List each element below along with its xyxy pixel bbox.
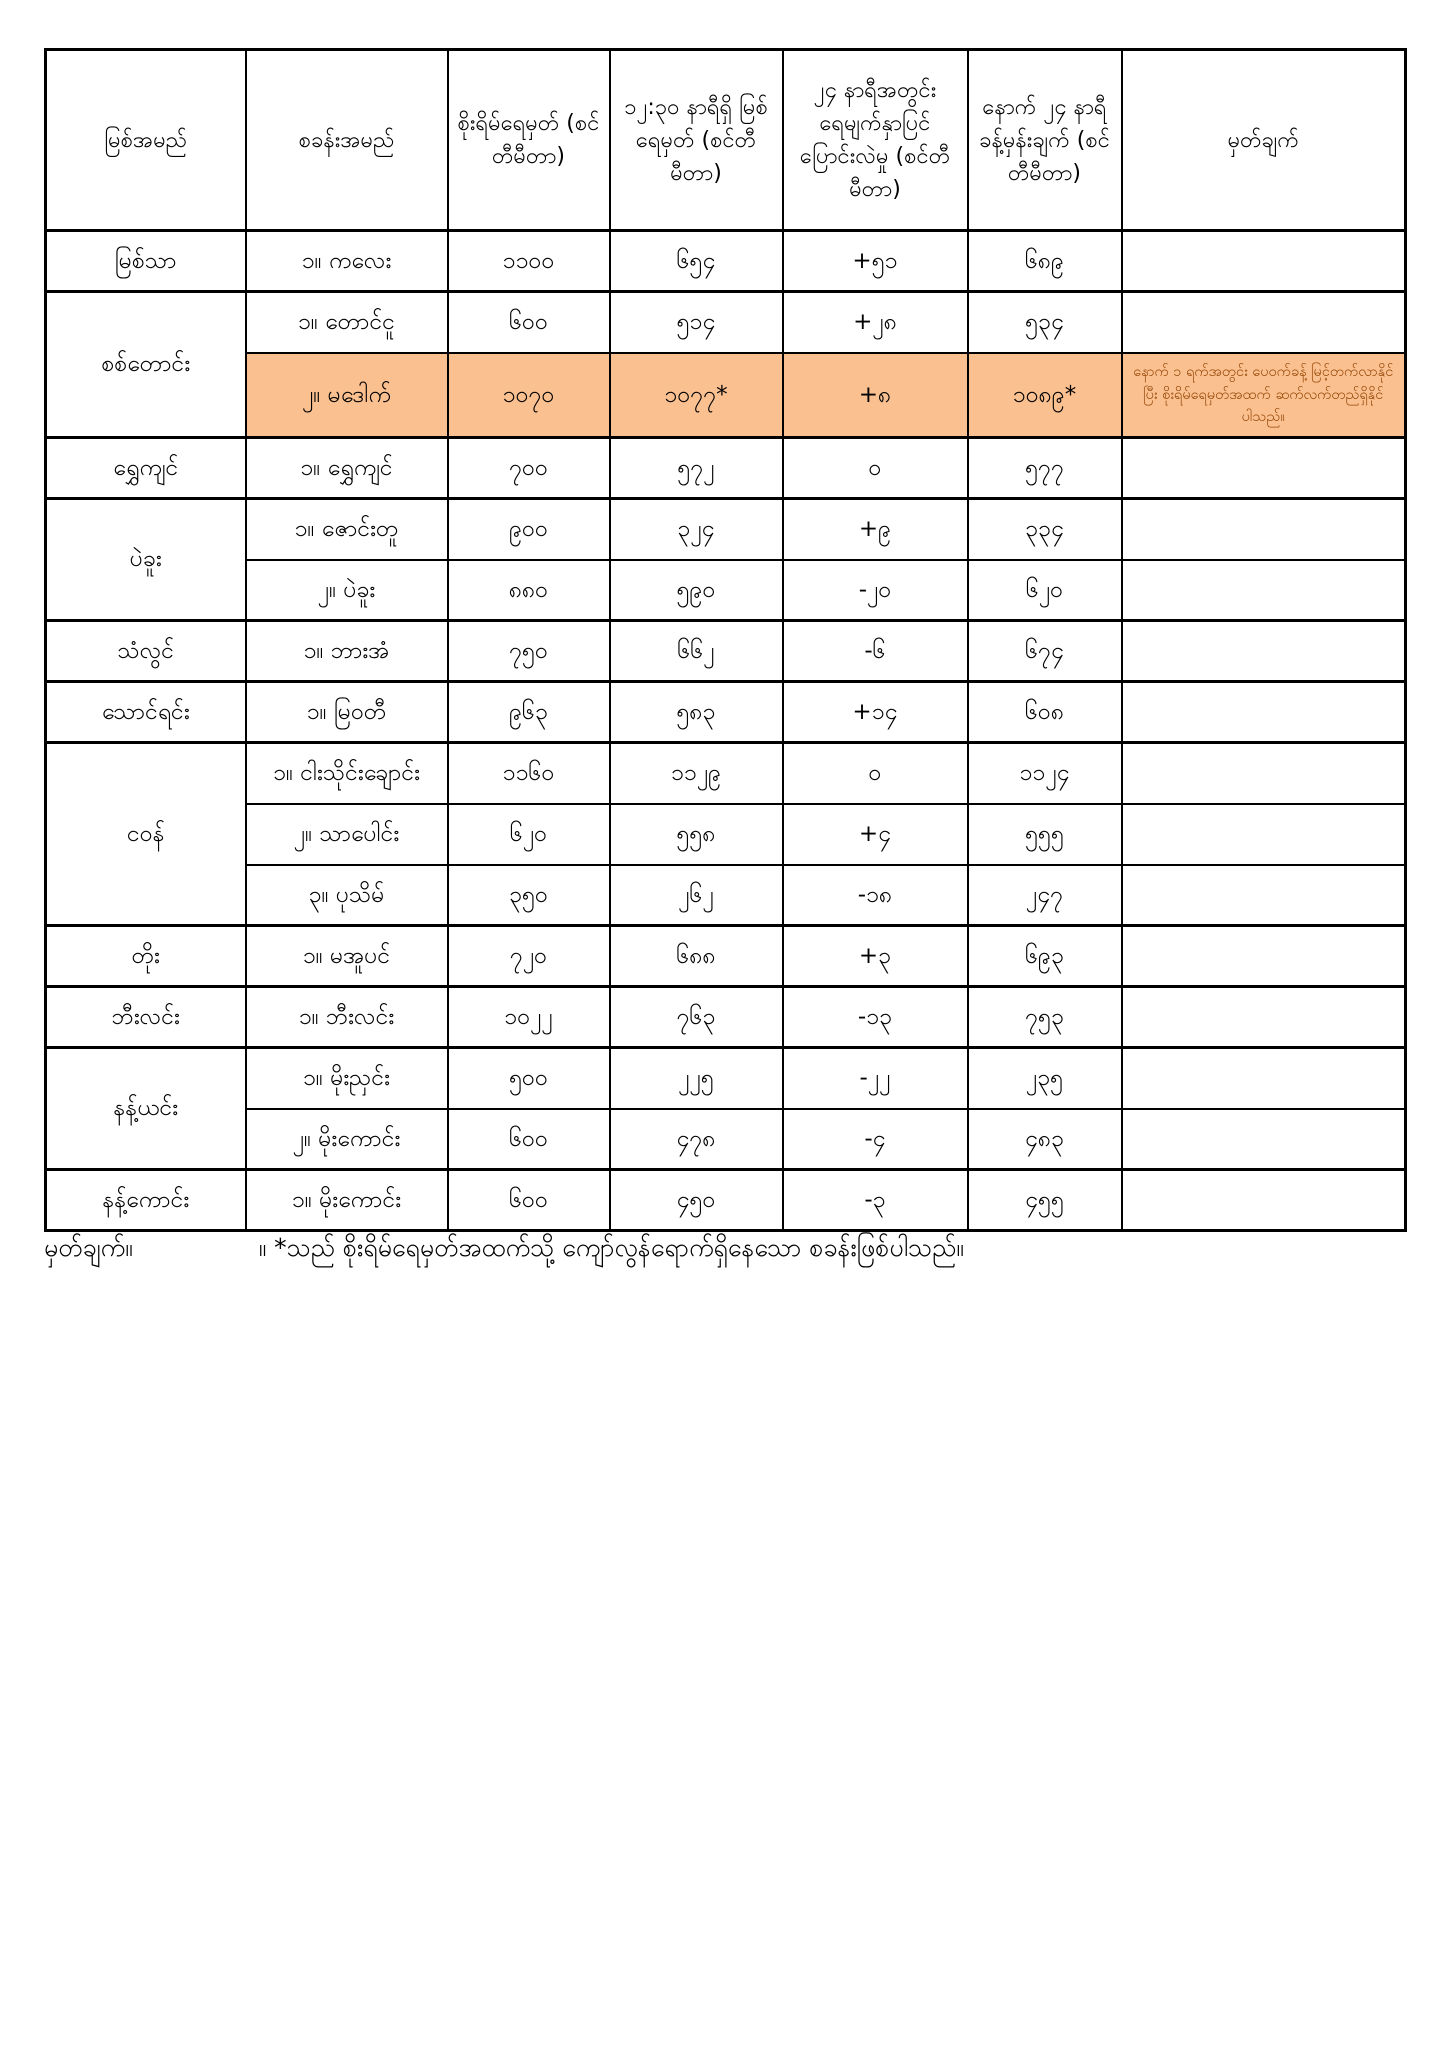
footnote-label: မှတ်ချက်။	[44, 1233, 133, 1262]
river-name-cell: ဘီးလင်း	[46, 987, 246, 1048]
remark-cell	[1122, 1048, 1406, 1109]
remark-cell	[1122, 682, 1406, 743]
table-row	[46, 804, 1406, 865]
station-cell: ၂။ မိုးကောင်း	[246, 1109, 448, 1170]
water-level-cell: ၆၈၈	[610, 926, 783, 987]
remark-cell	[1122, 621, 1406, 682]
water-level-table-wrap	[44, 48, 1407, 1232]
river-name-cell: တိုး	[46, 926, 246, 987]
remark-cell	[1122, 438, 1406, 499]
change-24h-cell: +၂၈	[783, 292, 968, 353]
table-row	[46, 682, 1406, 743]
forecast-24h-cell: ၆၂၀	[968, 560, 1122, 621]
danger-level-cell: ၆၂၀	[448, 804, 610, 865]
station-cell: ၁။ ကလေး	[246, 231, 448, 292]
danger-level-cell: ၉၆၃	[448, 682, 610, 743]
river-name-cell: သောင်ရင်း	[46, 682, 246, 743]
danger-level-cell: ၉၀၀	[448, 499, 610, 560]
station-cell: ၁။ မအူပင်	[246, 926, 448, 987]
change-24h-cell: -၁၃	[783, 987, 968, 1048]
water-level-cell: ၅၈၃	[610, 682, 783, 743]
change-24h-cell: -၁၈	[783, 865, 968, 926]
table-row	[46, 438, 1406, 499]
change-24h-cell: -၄	[783, 1109, 968, 1170]
station-cell: ၁။ ဘီးလင်း	[246, 987, 448, 1048]
column-header-danger: စိုးရိမ်ရေမှတ် (စင်တီမီတာ)	[448, 50, 610, 231]
river-name-cell: စစ်တောင်း	[46, 292, 246, 438]
water-level-cell: ၂၂၅	[610, 1048, 783, 1109]
water-level-cell: ၅၇၂	[610, 438, 783, 499]
change-24h-cell: +၄	[783, 804, 968, 865]
change-24h-cell: -၂၀	[783, 560, 968, 621]
river-name-cell: ငဝန်	[46, 743, 246, 926]
station-cell: ၃။ ပုသိမ်	[246, 865, 448, 926]
water-level-cell: ၃၂၄	[610, 499, 783, 560]
column-header-remark: မှတ်ချက်	[1122, 50, 1406, 231]
forecast-24h-cell: ၂၃၅	[968, 1048, 1122, 1109]
table-row	[46, 926, 1406, 987]
water-level-cell: ၅၅၈	[610, 804, 783, 865]
remark-cell	[1122, 865, 1406, 926]
river-name-cell: ရွှေကျင်	[46, 438, 246, 499]
remark-cell	[1122, 926, 1406, 987]
forecast-24h-cell: ၇၅၃	[968, 987, 1122, 1048]
water-level-cell: ၇၆၃	[610, 987, 783, 1048]
station-cell: ၁။ ဘားအံ	[246, 621, 448, 682]
column-header-station: စခန်းအမည်	[246, 50, 448, 231]
forecast-24h-cell: ၆၉၃	[968, 926, 1122, 987]
change-24h-cell: -၃	[783, 1170, 968, 1231]
remark-cell	[1122, 292, 1406, 353]
danger-level-cell: ၁၀၇၀	[448, 353, 610, 438]
station-cell: ၁။ မိုးကောင်း	[246, 1170, 448, 1231]
change-24h-cell: +၃	[783, 926, 968, 987]
danger-level-cell: ၈၈၀	[448, 560, 610, 621]
forecast-24h-cell: ၄၈၃	[968, 1109, 1122, 1170]
water-level-cell: ၁၁၂၉	[610, 743, 783, 804]
river-name-cell: မြစ်သာ	[46, 231, 246, 292]
table-row	[46, 743, 1406, 804]
river-name-cell: သံလွင်	[46, 621, 246, 682]
river-name-cell: ပဲခူး	[46, 499, 246, 621]
table-row	[46, 621, 1406, 682]
table-header-row	[46, 50, 1406, 231]
river-name-cell: နန့်ယင်း	[46, 1048, 246, 1170]
remark-cell	[1122, 804, 1406, 865]
station-cell: ၁။ မိုးညှင်း	[246, 1048, 448, 1109]
water-level-cell: ၂၆၂	[610, 865, 783, 926]
change-24h-cell: +၁၄	[783, 682, 968, 743]
forecast-24h-cell: ၅၇၇	[968, 438, 1122, 499]
station-cell: ၁။ မြဝတီ	[246, 682, 448, 743]
water-level-cell: ၅၉၀	[610, 560, 783, 621]
forecast-24h-cell: ၅၃၄	[968, 292, 1122, 353]
danger-level-cell: ၁၁၆၀	[448, 743, 610, 804]
water-level-cell: ၄၇၈	[610, 1109, 783, 1170]
station-cell: ၂။ ပဲခူး	[246, 560, 448, 621]
station-cell: ၁။ ငါးသိုင်းချောင်း	[246, 743, 448, 804]
water-level-cell: ၄၅၀	[610, 1170, 783, 1231]
column-header-current: ၁၂:၃၀ နာရီရှိ မြစ်ရေမှတ် (စင်တီမီတာ)	[610, 50, 783, 231]
remark-cell: နောက် ၁ ရက်အတွင်း ပေဝက်ခန့် မြင့်တက်လာနိုင်ပြီး စိုးရိမ်ရေမှတ်အထက် ဆက်လက်တည်ရှိနိုင်ပါသည်။	[1122, 353, 1406, 438]
station-cell: ၁။ တောင်ငူ	[246, 292, 448, 353]
change-24h-cell: ၀	[783, 743, 968, 804]
forecast-24h-cell: ၁၀၈၉*	[968, 353, 1122, 438]
danger-level-cell: ၅၀၀	[448, 1048, 610, 1109]
forecast-24h-cell: ၄၅၅	[968, 1170, 1122, 1231]
water-level-cell: ၁၀၇၇*	[610, 353, 783, 438]
table-row	[46, 1048, 1406, 1109]
change-24h-cell: +၈	[783, 353, 968, 438]
remark-cell	[1122, 987, 1406, 1048]
danger-level-cell: ၁၀၂၂	[448, 987, 610, 1048]
station-cell: ၂။ သာပေါင်း	[246, 804, 448, 865]
table-row	[46, 353, 1406, 438]
station-cell: ၁။ ဇောင်းတူ	[246, 499, 448, 560]
table-row	[46, 1109, 1406, 1170]
footnote-text: ။ *သည် စိုးရိမ်ရေမှတ်အထက်သို့ ကျော်လွန်ရောက်ရှိနေသော စခန်းဖြစ်ပါသည်။	[258, 1233, 964, 1262]
table-row	[46, 1170, 1406, 1231]
remark-cell	[1122, 560, 1406, 621]
danger-level-cell: ၃၅၀	[448, 865, 610, 926]
danger-level-cell: ၆၀၀	[448, 292, 610, 353]
danger-level-cell: ၆၀၀	[448, 1109, 610, 1170]
change-24h-cell: -၂၂	[783, 1048, 968, 1109]
change-24h-cell: +၅၁	[783, 231, 968, 292]
table-row	[46, 499, 1406, 560]
water-level-cell: ၅၁၄	[610, 292, 783, 353]
forecast-24h-cell: ၆၇၄	[968, 621, 1122, 682]
forecast-24h-cell: ၁၁၂၄	[968, 743, 1122, 804]
forecast-24h-cell: ၆၀၈	[968, 682, 1122, 743]
station-cell: ၂။ မဒေါက်	[246, 353, 448, 438]
change-24h-cell: ၀	[783, 438, 968, 499]
table-row	[46, 292, 1406, 353]
column-header-river: မြစ်အမည်	[46, 50, 246, 231]
forecast-24h-cell: ၂၄၇	[968, 865, 1122, 926]
footnote	[44, 1232, 964, 1269]
danger-level-cell: ၁၁၀၀	[448, 231, 610, 292]
forecast-24h-cell: ၃၃၄	[968, 499, 1122, 560]
remark-cell	[1122, 1170, 1406, 1231]
remark-cell	[1122, 743, 1406, 804]
danger-level-cell: ၆၀၀	[448, 1170, 610, 1231]
danger-level-cell: ၇၀၀	[448, 438, 610, 499]
remark-cell	[1122, 1109, 1406, 1170]
river-name-cell: နန့်ကောင်း	[46, 1170, 246, 1231]
remark-cell	[1122, 499, 1406, 560]
table-row	[46, 231, 1406, 292]
water-level-cell: ၆၆၂	[610, 621, 783, 682]
danger-level-cell: ၇၂၀	[448, 926, 610, 987]
table-row	[46, 560, 1406, 621]
water-level-cell: ၆၅၄	[610, 231, 783, 292]
column-header-forecast: နောက် ၂၄ နာရီ ခန့်မှန်းချက် (စင်တီမီတာ)	[968, 50, 1122, 231]
remark-cell	[1122, 231, 1406, 292]
table-row	[46, 865, 1406, 926]
danger-level-cell: ၇၅၀	[448, 621, 610, 682]
water-level-table	[44, 48, 1407, 1232]
change-24h-cell: -၆	[783, 621, 968, 682]
river-table-body	[46, 231, 1406, 1231]
table-row	[46, 987, 1406, 1048]
change-24h-cell: +၉	[783, 499, 968, 560]
forecast-24h-cell: ၆၈၉	[968, 231, 1122, 292]
column-header-change: ၂၄ နာရီအတွင်း ရေမျက်နှာပြင် ပြောင်းလဲမှု (စင်တီမီတာ)	[783, 50, 968, 231]
forecast-24h-cell: ၅၅၅	[968, 804, 1122, 865]
station-cell: ၁။ ရွှေကျင်	[246, 438, 448, 499]
